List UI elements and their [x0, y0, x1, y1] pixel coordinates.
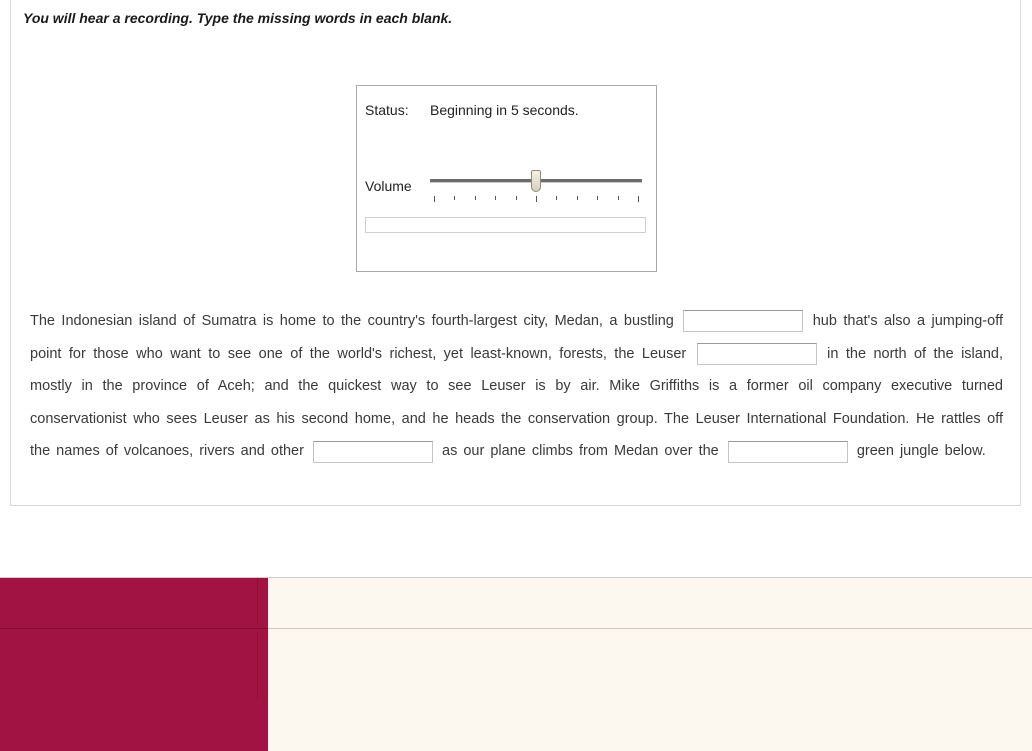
volume-tick — [495, 196, 496, 200]
exercise-card — [10, 0, 1021, 506]
volume-tick — [475, 196, 476, 200]
blank-input-4[interactable] — [728, 441, 848, 463]
blank-input-2[interactable] — [697, 343, 817, 365]
playback-progress-bar — [365, 217, 646, 233]
status-value: Beginning in 5 seconds. — [430, 102, 579, 118]
instruction-text: You will hear a recording. Type the missing words in each blank. — [23, 10, 453, 26]
volume-slider[interactable] — [430, 168, 642, 202]
volume-slider-thumb[interactable] — [531, 170, 541, 192]
volume-tick — [454, 196, 455, 200]
volume-tick — [577, 196, 578, 200]
passage-segment: hub that's also a jumping-off point for those who want to see one of the world's richest, yet least-known, forests, the Leuser — [30, 313, 1003, 362]
status-label: Status: — [365, 102, 409, 118]
volume-tick — [536, 196, 537, 202]
volume-tick — [516, 196, 517, 200]
volume-tick — [434, 196, 435, 202]
passage-segment: as our plane climbs from Medan over the — [442, 443, 719, 460]
volume-tick — [556, 196, 557, 200]
blank-input-1[interactable] — [683, 310, 803, 332]
audio-player — [356, 85, 657, 272]
answer-panel — [0, 577, 1032, 751]
volume-tick — [618, 196, 619, 200]
panel-sidebar-divider — [0, 628, 268, 629]
passage-text — [30, 305, 1003, 468]
panel-sidebar-line — [257, 578, 258, 624]
volume-tick — [638, 196, 639, 202]
volume-label: Volume — [365, 178, 412, 194]
volume-tick — [597, 196, 598, 200]
panel-sidebar-line — [257, 632, 258, 700]
passage-segment: The Indonesian island of Sumatra is home to the country's fourth-largest city, Medan, a bustling — [30, 313, 674, 329]
passage-segment: in the north of the island, mostly in the province of Aceh; and the quickest way to see Leuser is by air. Mike Griffiths is a former oil company executive turned conservationist who sees Leuser as his second home, and he heads the conservation group. The Leuser International Foundation. He rattles off the names of volcanoes, rivers and other — [30, 345, 1004, 460]
passage-segment: green jungle below. — [856, 443, 986, 460]
blank-input-3[interactable] — [313, 441, 433, 463]
panel-sidebar — [0, 578, 268, 751]
